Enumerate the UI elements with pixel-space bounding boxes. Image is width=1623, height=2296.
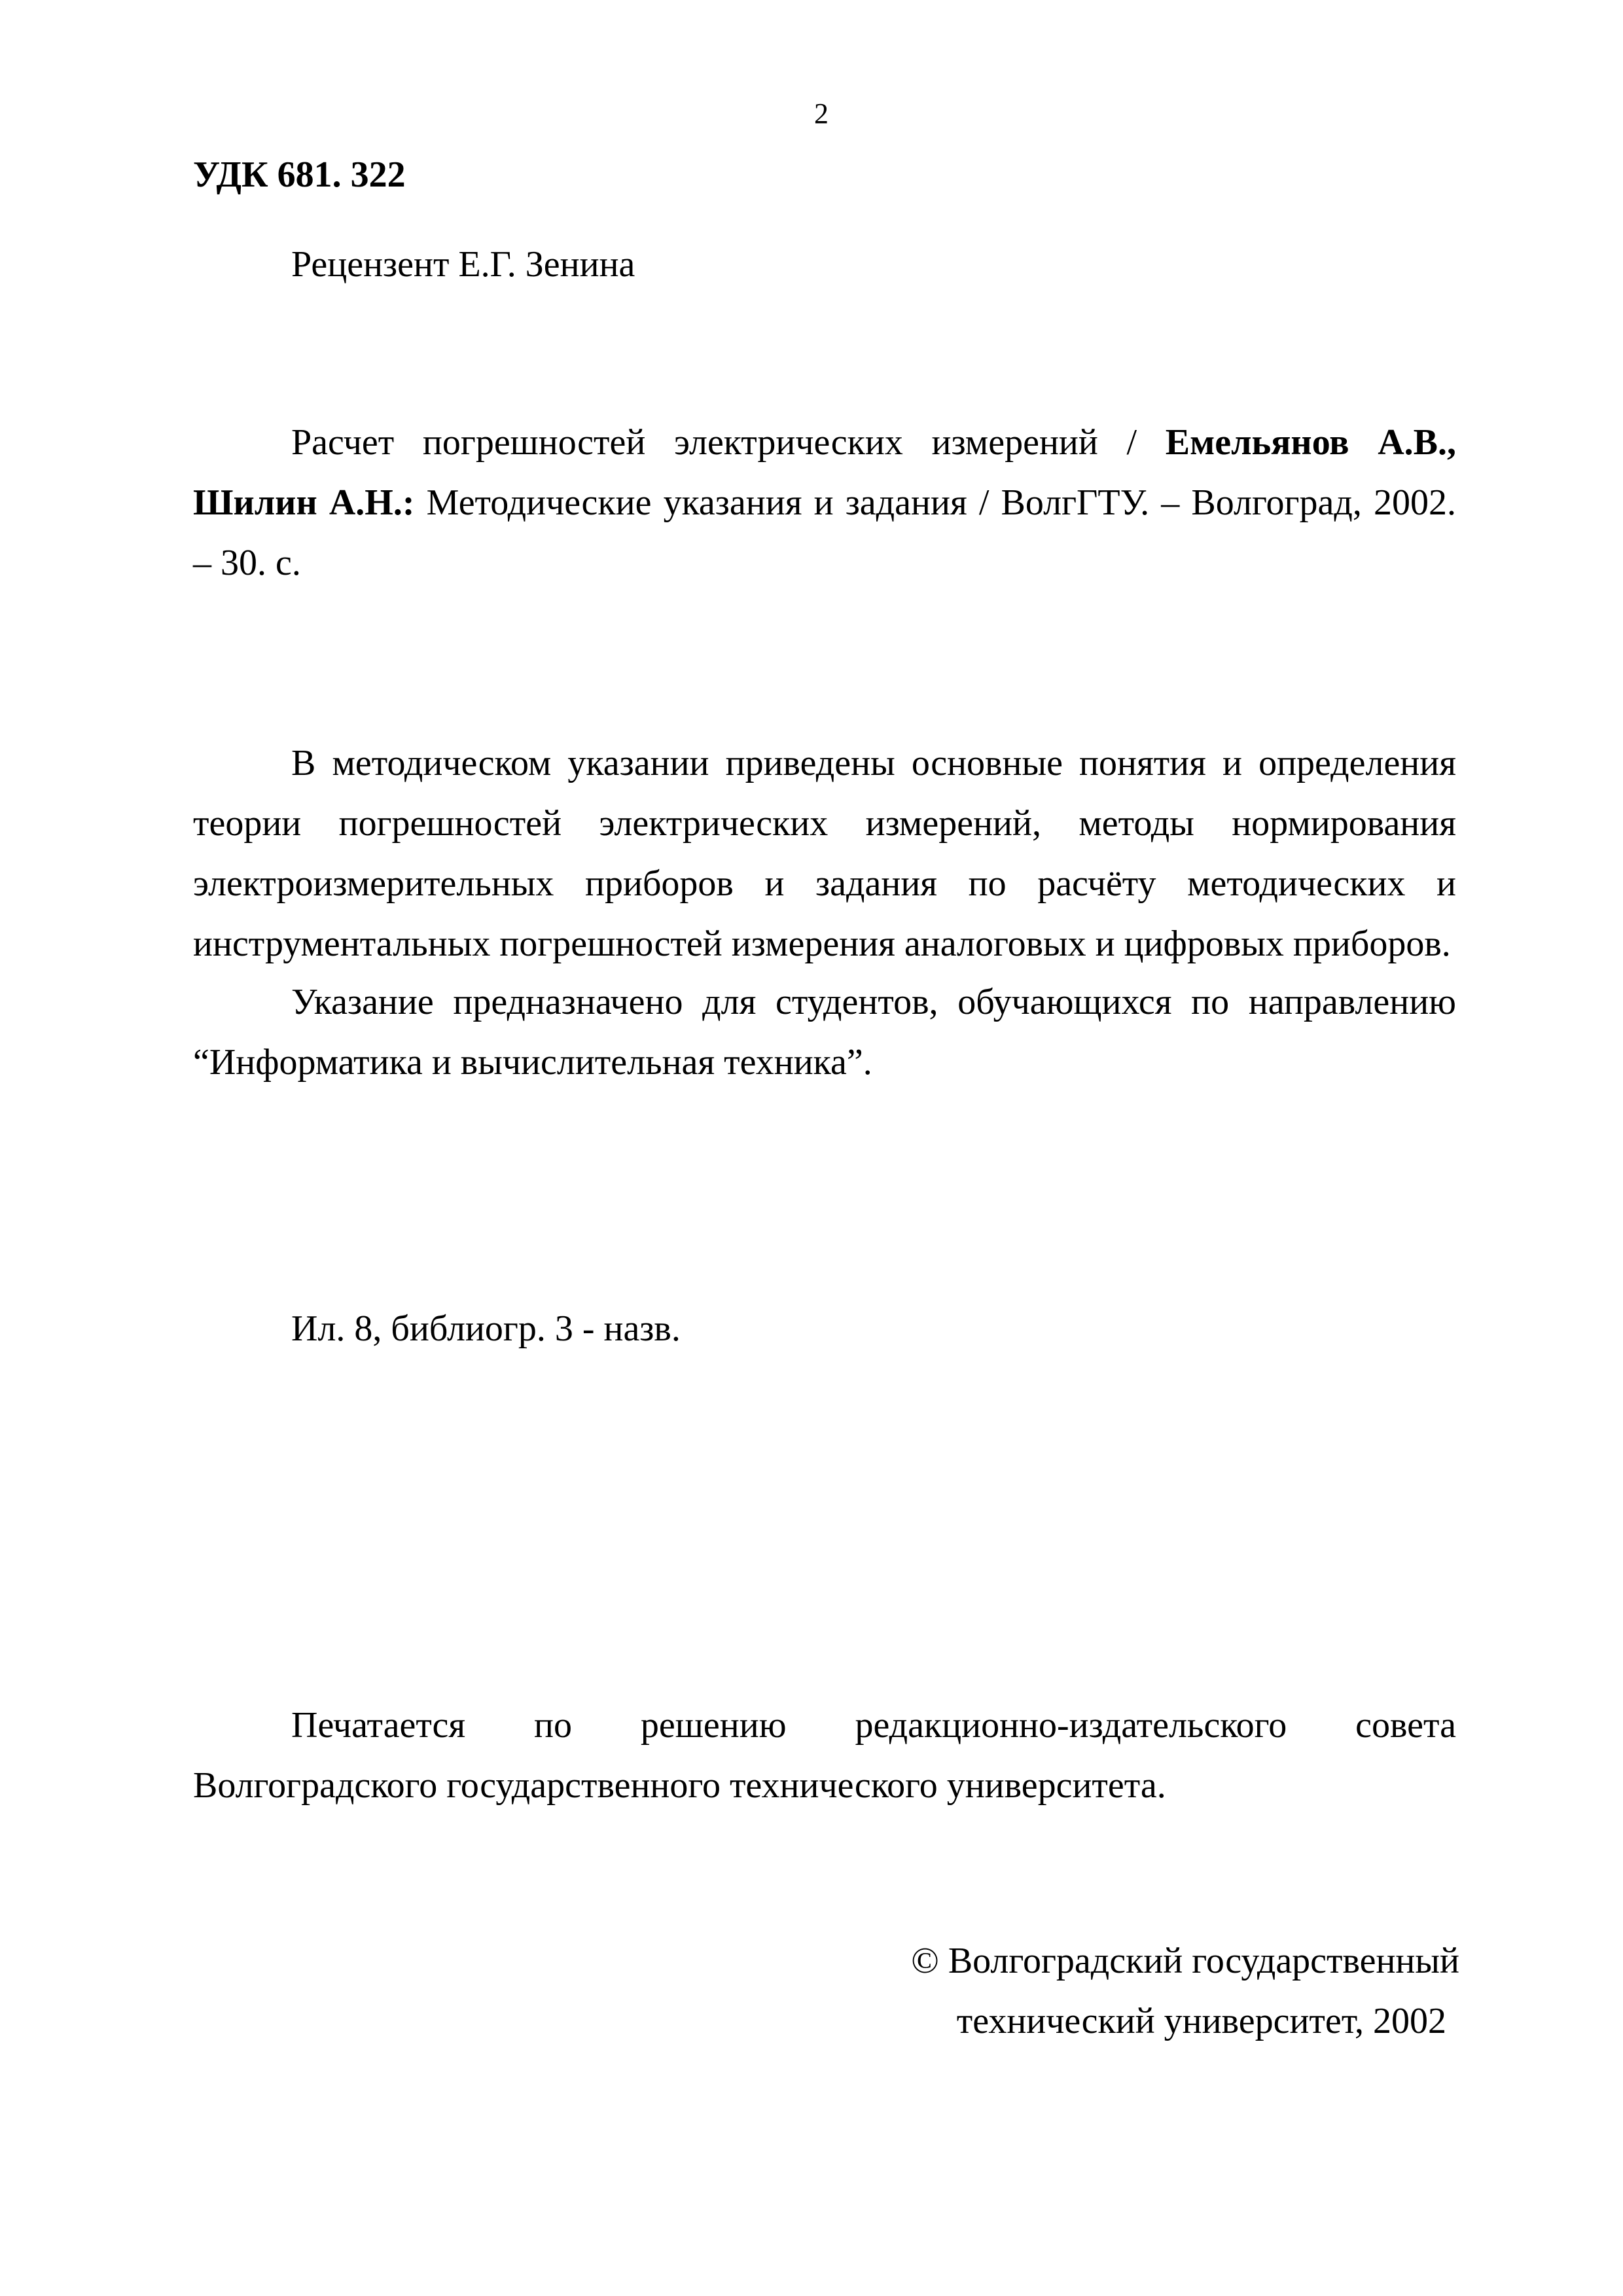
udk-code: УДК 681. 322 <box>193 154 406 195</box>
bibliographic-details: Методические указания и задания / ВолгГТУ. – Волгоград, 2002. – 30. с. <box>193 482 1457 583</box>
copyright-line-2: технический университет, 2002 <box>956 2001 1446 2041</box>
bibliographic-authors: Емельянов А.В., Шилин А.Н.: <box>193 422 1456 523</box>
abstract-paragraph: Указание предназначено для студентов, обучающихся по направлению “Информатика и вычислительная техника”. <box>193 982 1456 1083</box>
illustrations-note: Ил. 8, библиогр. 3 - назв. <box>291 1308 681 1349</box>
copyright-line-1: © Волгоградский государственный <box>911 1941 1459 1981</box>
page-number: 2 <box>814 98 829 130</box>
bibliographic-title: Расчет погрешностей электрических измерений / <box>291 422 1137 463</box>
reviewer-line: Рецензент Е.Г. Зенина <box>291 244 635 285</box>
imprint-note: Печатается по решению редакционно-издательского совета Волгоградского государственного технического университета. <box>193 1705 1456 1806</box>
bibliographic-record <box>193 412 1456 593</box>
abstract-paragraph: В методическом указании приведены основные понятия и определения теории погрешностей электрических измерений, методы нормирования электроизмерительных приборов и задания по расчёту методических и инструментальных погрешностей измерения аналоговых и цифровых приборов. <box>193 743 1456 964</box>
